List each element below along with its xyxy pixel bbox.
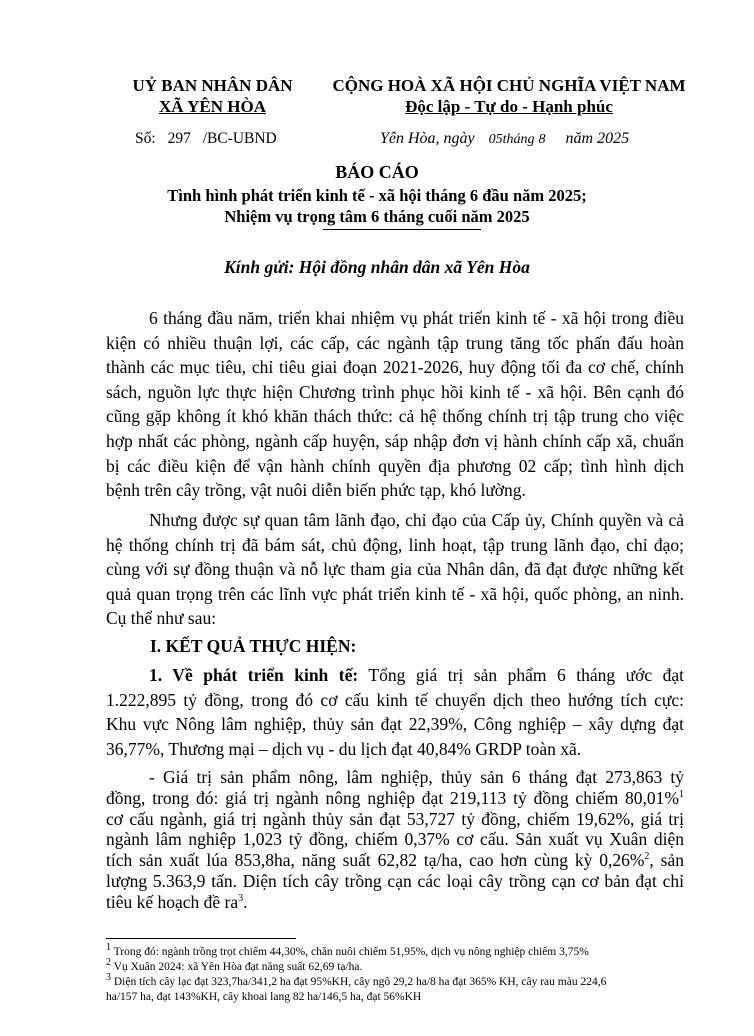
footnote-text: Vụ Xuân 2024: xã Yên Hòa đạt năng suất 62,69 tạ/ha. [111, 961, 363, 973]
section-heading: I. KẾT QUẢ THỰC HIỆN: [150, 636, 357, 656]
report-subtitle-1: Tình hình phát triển kinh tế - xã hội tháng 6 đầu năm 2025; [167, 186, 587, 205]
footnote-1 [106, 942, 589, 960]
text-line [106, 850, 684, 871]
text-line: hợp nhất các phòng, ngành cấp huyện, sáp nhập đơn vị hành chính cấp xã, chuẩn [106, 430, 684, 451]
text-line: 1.222,895 tỷ đồng, trong đó cơ cấu kinh tế chuyển dịch theo hướng tích cực: [106, 689, 684, 710]
title-underline [323, 229, 481, 230]
date-day: 05 [488, 132, 503, 147]
national-motto [322, 97, 696, 117]
agency-name: UỶ BAN NHÂN DÂN [132, 76, 293, 95]
national-motto-text: Độc lập - Tự do - Hạnh phúc [405, 97, 613, 116]
report-subtitle-2: Nhiệm vụ trọng tâm 6 tháng cuối năm 2025 [224, 207, 530, 226]
text-line: Cụ thể như sau: [106, 608, 217, 629]
date-month-label: tháng [502, 132, 535, 147]
doc-number [135, 130, 277, 148]
text-fragment: tiêu kế hoạch đề ra [106, 891, 239, 912]
doc-date [380, 130, 629, 148]
text-line [106, 788, 684, 809]
text-line [106, 663, 684, 688]
date-place: Yên Hòa, ngày [380, 130, 475, 147]
text-line: - Giá trị sản phẩm nông, lâm nghiệp, thủy sản 6 tháng đạt 273,863 tỷ [149, 767, 684, 787]
footnote-ref-1[interactable]: 1 [679, 788, 684, 800]
recipient: Kính gửi: Hội đồng nhân dân xã Yên Hòa [224, 257, 530, 277]
text-fragment: tích sản xuất lúa 853,8ha, năng suất 62,82 tạ/ha, cao hơn cùng kỳ 0,26% [106, 850, 645, 871]
text-fragment: . [243, 891, 248, 912]
footnote-text: Diện tích cây lạc đạt 323,7ha/341,2 ha đạt 95%KH, cây ngô 29,2 ha/8 ha đạt 365% KH, cây rau màu 224,6 [111, 976, 607, 988]
text-line: lượng 5.363,9 tấn. Diện tích cây trồng cạn các loại cây trồng cạn cơ bản đạt chỉ [106, 870, 684, 891]
paragraph-intro [106, 306, 684, 503]
commune-name-text: XÃ YÊN HÒA [158, 97, 267, 116]
footnote-ref-2[interactable]: 2 [644, 851, 650, 863]
footnote-text: Trong đó: ngành trồng trọt chiếm 44,30%, chăn nuôi chiếm 51,95%, dịch vụ nông nghiệp chiếm 3,75% [111, 946, 589, 958]
text-fragment: đồng, trong đó: giá trị ngành nông nghiệp đạt 219,113 tỷ đồng chiếm 80,01% [106, 787, 679, 808]
text-fragment: , sản [649, 850, 684, 871]
paragraph-economy [106, 663, 684, 761]
text-line: bệnh trên cây trồng, vật nuôi diễn biến phức tạp, khó lường. [106, 480, 526, 501]
text-line: quả quan trọng trên các lĩnh vực phát triển kinh tế - xã hội, quốc phòng, an ninh. [106, 583, 684, 604]
date-month: 8 [538, 132, 546, 147]
text-line: Nhưng được sự quan tâm lãnh đạo, chỉ đạo của Cấp ủy, Chính quyền và cả [149, 510, 684, 530]
doc-number-suffix: /BC-UBND [202, 130, 277, 147]
footnote-number: 1 [106, 942, 111, 954]
text-line: Khu vực Nông lâm nghiệp, thủy sản đạt 22,39%, Công nghiệp – xây dựng đạt [106, 714, 684, 735]
subheading-economy-rest: Tổng giá trị sản phẩm 6 tháng ước đạt [368, 665, 684, 685]
text-line: 6 tháng đầu năm, triển khai nhiệm vụ phát triển kinh tế - xã hội trong điều [149, 308, 684, 328]
footnote-number: 3 [106, 972, 111, 984]
doc-number-label: Số: [135, 130, 156, 147]
footnote-3-continued: ha/157 ha, đạt 143%KH, cây khoai lang 82 ha/146,5 ha, đạt 56%KH [106, 991, 422, 1003]
text-line: cơ cấu ngành, giá trị ngành thủy sản đạt 53,727 tỷ đồng, chiếm 19,62%, giá trị [106, 808, 684, 829]
text-line [106, 892, 684, 913]
footnote-separator [106, 938, 296, 939]
footnote-number: 2 [106, 957, 111, 969]
text-line: cùng với sự đồng thuận và nỗ lực tham gia của Nhân dân, đã đạt được những kết [106, 559, 684, 580]
text-line: hệ thống chính trị đã bám sát, chủ động, linh hoạt, tập trung lãnh đạo, chỉ đạo; [106, 534, 684, 555]
national-title: CỘNG HOÀ XÃ HỘI CHỦ NGHĨA VIỆT NAM [332, 76, 686, 95]
subheading-economy: 1. Về phát triển kinh tế: [149, 665, 359, 685]
footnote-3 [106, 972, 607, 990]
doc-number-value: 297 [167, 130, 191, 147]
report-title: BÁO CÁO [335, 162, 419, 182]
text-line: 36,77%, Thương mại – dịch vụ - du lịch đạt 40,84% GRDP toàn xã. [106, 738, 582, 759]
footnote-2 [106, 957, 363, 975]
text-line: bị các điều kiện để vận hành chính quyền địa phương 02 cấp; tình hình dịch [106, 455, 684, 476]
paragraph-results-intro [106, 508, 684, 631]
footnote-ref-3[interactable]: 3 [238, 892, 244, 904]
text-line: ngành lâm nghiệp 1,023 tỷ đồng, chiếm 0,37% cơ cấu. Sản xuất vụ Xuân diện [106, 829, 684, 850]
paragraph-agriculture [106, 767, 684, 913]
date-year: năm 2025 [565, 130, 630, 147]
text-line: thành các mục tiêu, chỉ tiêu giai đoạn 2021-2026, huy động tối đa cơ chế, chính [106, 357, 684, 378]
text-line: sách, nguồn lực thực hiện Chương trình phục hồi kinh tế - xã hội. Bên cạnh đó [106, 381, 684, 402]
text-line: cũng gặp không ít khó khăn thách thức: cả hệ thống chính trị tập trung cho việc [106, 406, 684, 427]
commune-name [120, 97, 305, 117]
text-line: kiện có nhiều thuận lợi, các cấp, các ngành tập trung tăng tốc phấn đấu hoàn [106, 332, 684, 353]
